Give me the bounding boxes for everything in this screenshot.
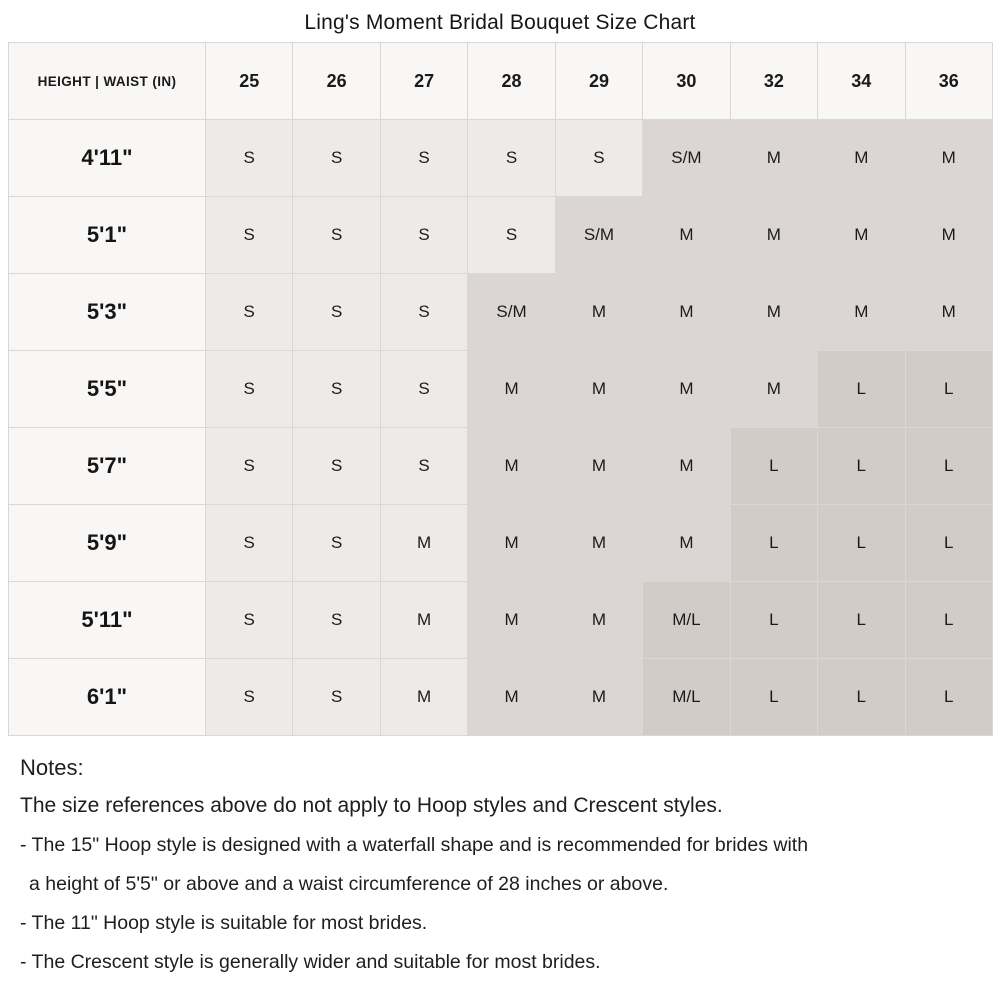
size-cell: S: [293, 428, 380, 505]
column-header-waist: 34: [818, 43, 905, 120]
size-cell: S: [206, 582, 293, 659]
size-cell: S: [468, 120, 555, 197]
size-cell: M: [468, 505, 555, 582]
size-cell: S: [206, 659, 293, 736]
size-cell: L: [905, 582, 993, 659]
table-row: [9, 120, 993, 197]
size-cell: M: [380, 505, 467, 582]
column-header-waist: 25: [206, 43, 293, 120]
size-cell: M: [468, 351, 555, 428]
size-cell: L: [730, 659, 817, 736]
table-row: [9, 351, 993, 428]
size-cell: M: [818, 197, 905, 274]
size-cell: L: [905, 351, 993, 428]
column-header-waist: 32: [730, 43, 817, 120]
size-cell: S: [555, 120, 642, 197]
size-cell: M: [555, 659, 642, 736]
size-cell: M: [555, 505, 642, 582]
column-header-waist: 28: [468, 43, 555, 120]
size-cell: M: [380, 582, 467, 659]
column-header-waist: 30: [643, 43, 730, 120]
size-cell: S: [293, 197, 380, 274]
notes-section: [20, 749, 1000, 982]
size-cell: L: [905, 505, 993, 582]
size-cell: S: [293, 659, 380, 736]
size-cell: L: [730, 582, 817, 659]
note-hoop-15-continued: a height of 5'5" or above and a waist circumference of 28 inches or above.: [29, 873, 669, 895]
size-cell: M: [730, 197, 817, 274]
table-header-row: [9, 43, 993, 120]
size-cell: S/M: [555, 197, 642, 274]
size-cell: S: [293, 120, 380, 197]
size-cell: S: [468, 197, 555, 274]
note-hoop-11: - The 11" Hoop style is suitable for most brides.: [20, 912, 428, 934]
size-cell: M: [643, 351, 730, 428]
note-hoop-15: - The 15" Hoop style is designed with a waterfall shape and is recommended for brides with: [20, 834, 809, 856]
size-cell: M: [730, 274, 817, 351]
size-cell: M: [468, 428, 555, 505]
size-cell: L: [905, 428, 993, 505]
table-row: [9, 197, 993, 274]
row-header-height: 5'11": [9, 582, 206, 659]
row-header-height: 5'5": [9, 351, 206, 428]
size-cell: M: [643, 274, 730, 351]
size-cell: M: [905, 197, 993, 274]
table-row: [9, 582, 993, 659]
size-cell: M: [643, 197, 730, 274]
size-cell: M: [818, 120, 905, 197]
size-cell: L: [818, 659, 905, 736]
size-cell: L: [730, 505, 817, 582]
size-cell: M: [818, 274, 905, 351]
size-cell: S: [293, 351, 380, 428]
size-cell: M: [643, 505, 730, 582]
table-row: [9, 505, 993, 582]
size-cell: M/L: [643, 659, 730, 736]
size-cell: L: [730, 428, 817, 505]
row-header-height: 5'3": [9, 274, 206, 351]
size-cell: M: [555, 428, 642, 505]
size-cell: S: [206, 274, 293, 351]
row-header-height: 5'7": [9, 428, 206, 505]
size-cell: M: [380, 659, 467, 736]
size-cell: S: [206, 197, 293, 274]
column-header-waist: 36: [905, 43, 993, 120]
size-cell: S: [206, 120, 293, 197]
size-cell: L: [905, 659, 993, 736]
size-cell: M: [905, 120, 993, 197]
size-cell: M/L: [643, 582, 730, 659]
size-cell: M: [905, 274, 993, 351]
table-row: [9, 659, 993, 736]
column-header-waist: 26: [293, 43, 380, 120]
size-cell: S: [380, 428, 467, 505]
size-cell: M: [643, 428, 730, 505]
size-cell: S: [380, 197, 467, 274]
size-chart-body: [9, 120, 993, 736]
size-cell: M: [730, 351, 817, 428]
size-cell: S: [380, 274, 467, 351]
table-row: [9, 428, 993, 505]
size-cell: L: [818, 505, 905, 582]
page-title: Ling's Moment Bridal Bouquet Size Chart: [304, 11, 696, 34]
table-row: [9, 274, 993, 351]
size-cell: S: [293, 274, 380, 351]
size-cell: M: [555, 351, 642, 428]
size-cell: S: [293, 582, 380, 659]
size-cell: S: [206, 505, 293, 582]
size-cell: S/M: [643, 120, 730, 197]
size-chart-table: [8, 42, 993, 736]
note-crescent: - The Crescent style is generally wider and suitable for most brides.: [20, 951, 601, 973]
size-cell: S/M: [468, 274, 555, 351]
size-cell: M: [555, 582, 642, 659]
size-cell: M: [730, 120, 817, 197]
row-header-height: 4'11": [9, 120, 206, 197]
row-header-height: 6'1": [9, 659, 206, 736]
size-cell: L: [818, 428, 905, 505]
size-cell: S: [206, 428, 293, 505]
row-header-height: 5'9": [9, 505, 206, 582]
column-header-waist: 29: [555, 43, 642, 120]
corner-header: HEIGHT | WAIST (IN): [9, 43, 206, 120]
size-cell: L: [818, 582, 905, 659]
notes-heading: Notes:: [20, 755, 84, 780]
size-cell: S: [380, 120, 467, 197]
size-cell: M: [555, 274, 642, 351]
size-cell: L: [818, 351, 905, 428]
size-cell: S: [293, 505, 380, 582]
size-cell: S: [380, 351, 467, 428]
row-header-height: 5'1": [9, 197, 206, 274]
size-cell: S: [206, 351, 293, 428]
size-cell: M: [468, 659, 555, 736]
notes-intro: The size references above do not apply to Hoop styles and Crescent styles.: [20, 794, 723, 817]
column-header-waist: 27: [380, 43, 467, 120]
size-cell: M: [468, 582, 555, 659]
